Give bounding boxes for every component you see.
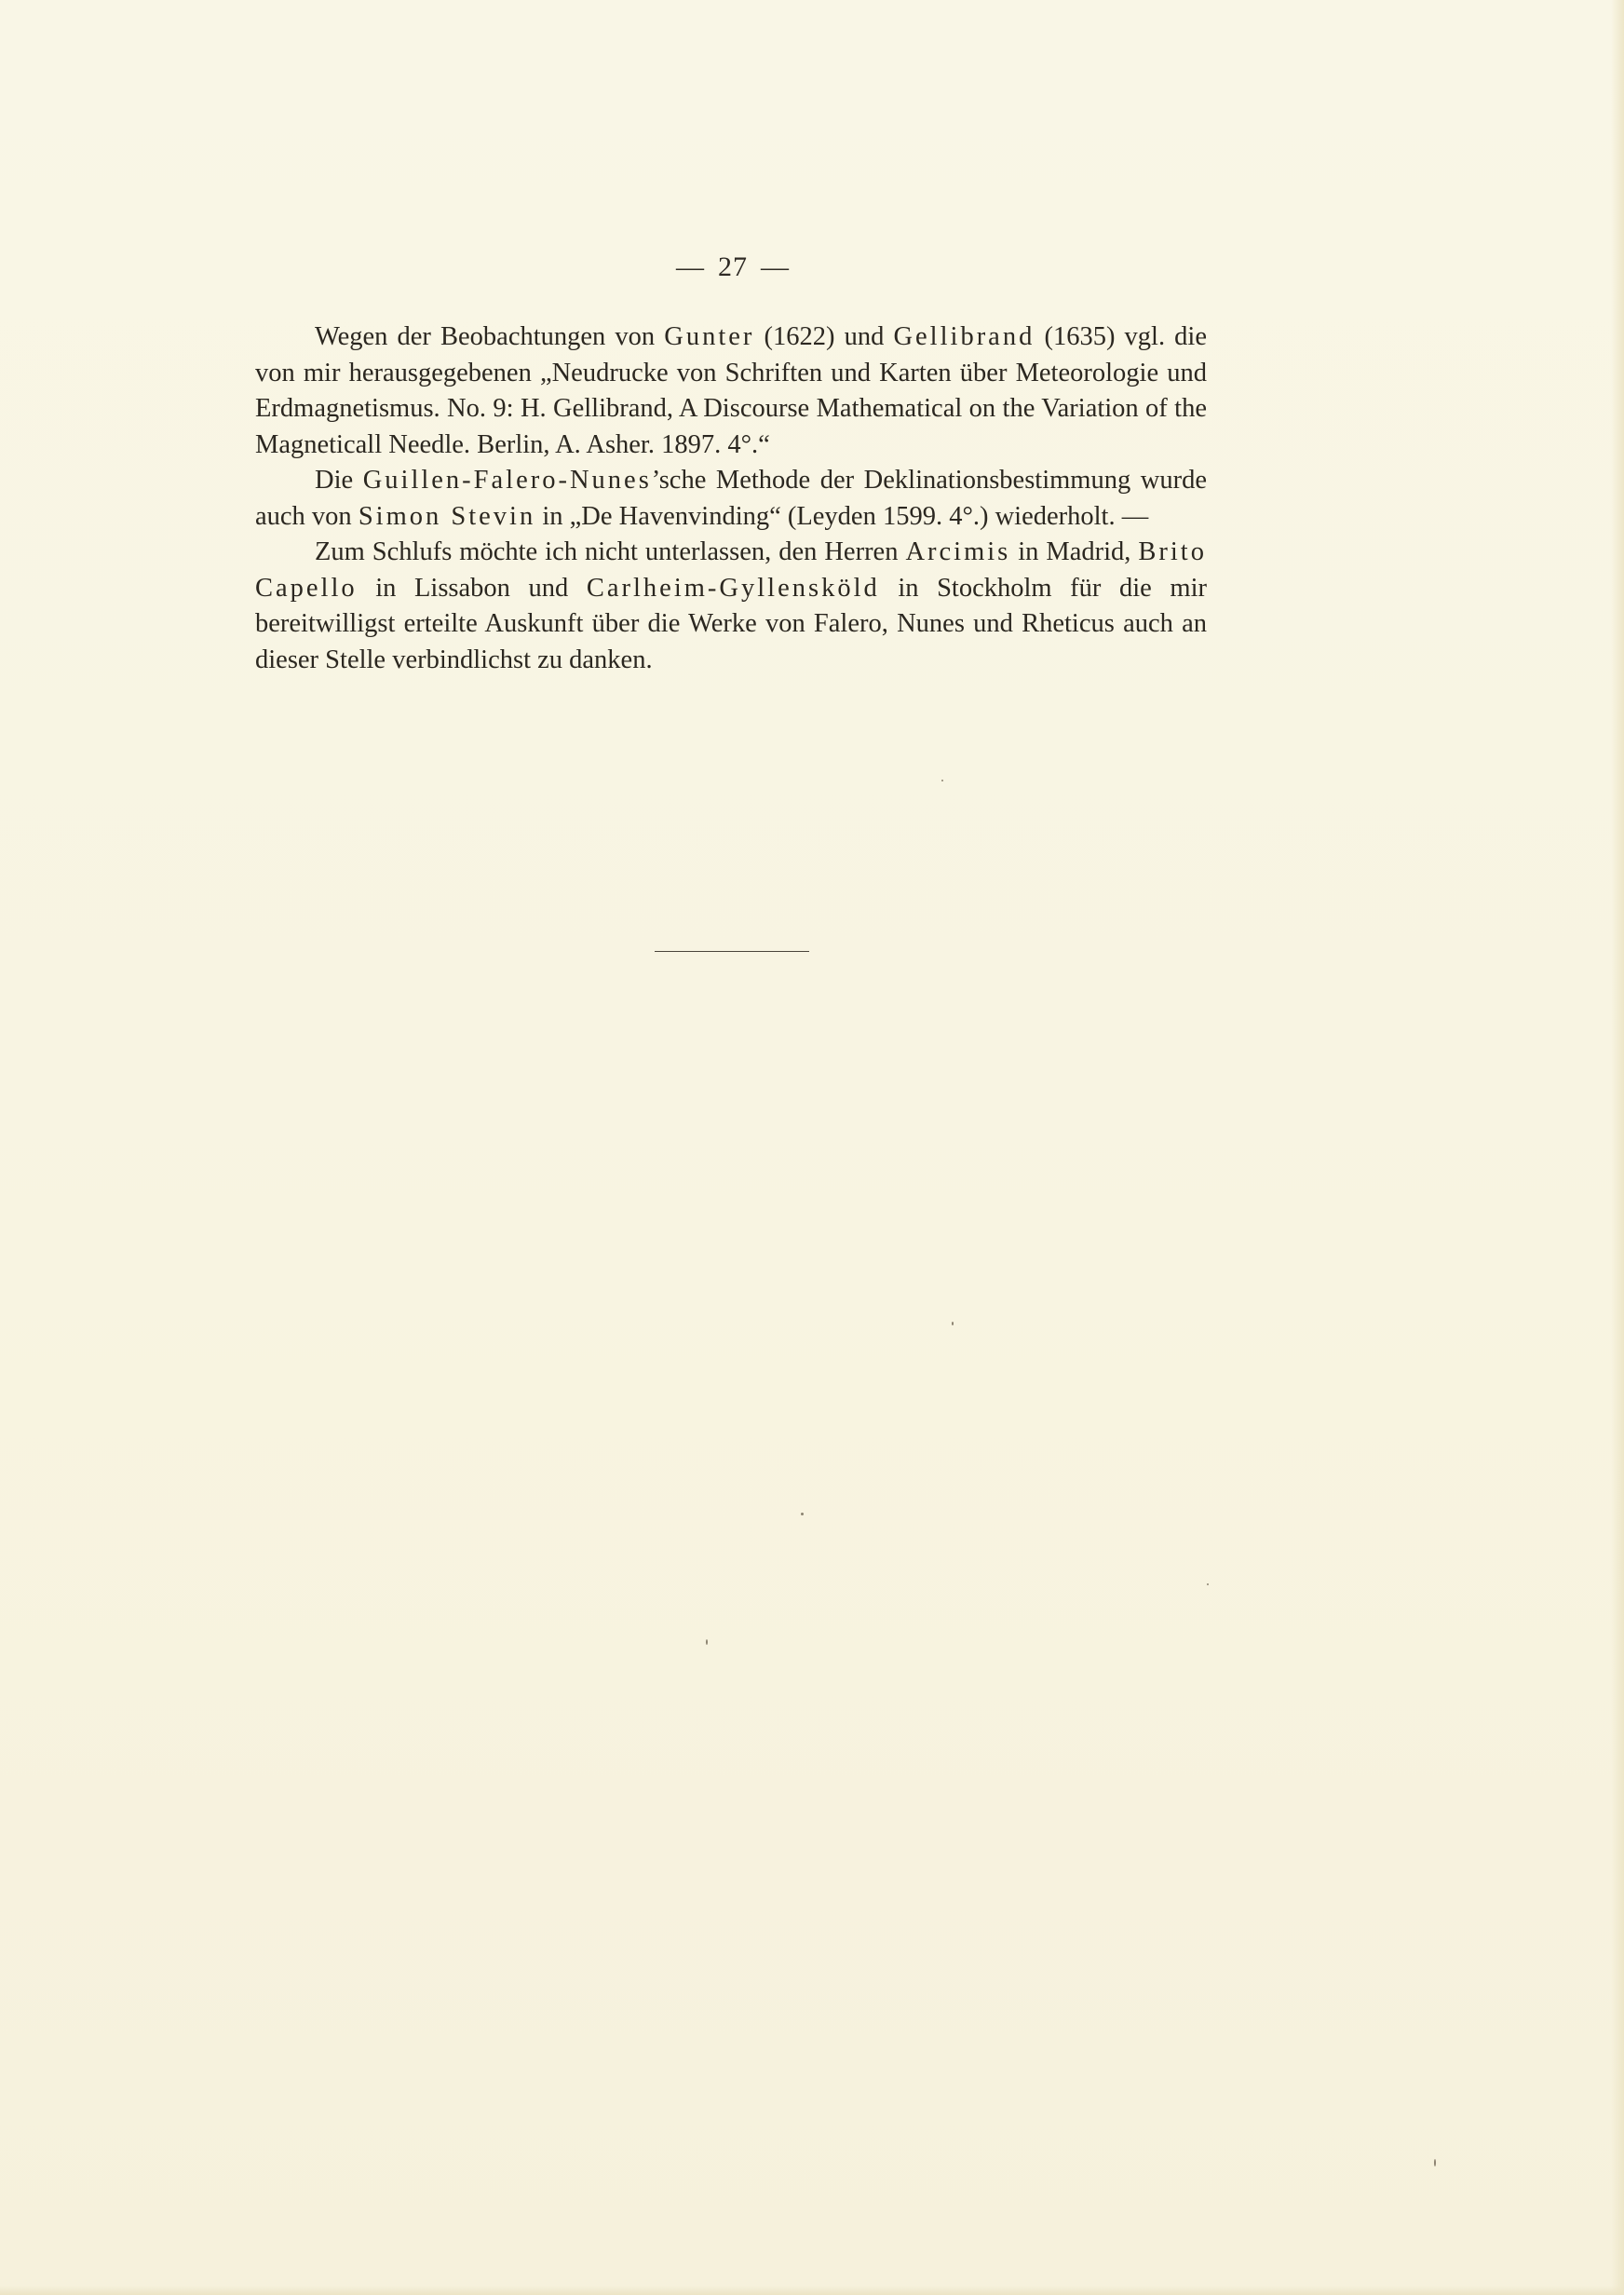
paper-speck: [706, 1639, 708, 1645]
text-run: in Lissabon und: [357, 573, 587, 603]
text-run: Wegen der Beobachtungen von: [315, 322, 665, 351]
page-number-header: [0, 251, 1466, 283]
paper-speck: [941, 780, 943, 781]
spaced-name: Carlheim-Gyllensköld: [586, 573, 880, 603]
spaced-name: Gunter: [664, 322, 755, 351]
paper-speck: [1434, 2159, 1436, 2166]
spaced-name: Brito Capello: [255, 537, 1207, 603]
text-run: in Stockholm für die mir bereitwilligst erteilte Auskunft über die Werke von Falero, Nunes und Rheticus auch an dieser Stelle verbindlichst zu danken.: [255, 573, 1207, 674]
page-number-dash-right: —: [761, 251, 790, 282]
paper-speck: [1207, 1583, 1209, 1585]
spaced-name: Guillen-Falero-Nunes: [362, 466, 652, 495]
page-number: 27: [718, 251, 748, 282]
paragraph: [255, 463, 1207, 535]
text-run: Zum Schlufs möchte ich nicht unterlassen, den Herren: [315, 537, 906, 566]
spaced-name: Simon Stevin: [358, 501, 536, 531]
paragraph: [255, 319, 1207, 463]
paper-speck: [952, 1322, 954, 1325]
text-run: Die: [315, 466, 363, 495]
text-run: ’sche Methode der Deklinationsbestimmung wurde auch von: [255, 466, 1207, 531]
text-run: (1622) und: [754, 322, 894, 351]
end-rule: [655, 951, 809, 952]
text-run: in Madrid,: [1010, 537, 1139, 566]
page-edge-shadow-right: [1611, 0, 1624, 2295]
paper-speck: [801, 1513, 804, 1515]
text-run: (1635) vgl. die von mir herausgegebenen „Neudrucke von Schriften und Karten über Meteorologie und Erdmagnetismus. No. 9: H. Gellibrand, A Discourse Mathematical on the Variation of the Magneticall Needle. Berlin, A. Asher. 1897. 4°.“: [255, 322, 1208, 459]
spaced-name: Arcimis: [905, 537, 1011, 566]
body-text: [255, 319, 1207, 678]
paragraph: [255, 535, 1207, 678]
text-run: in „De Havenvinding“ (Leyden 1599. 4°.) wiederholt. —: [535, 501, 1149, 531]
spaced-name: Gellibrand: [893, 322, 1035, 351]
page-number-dash-left: —: [676, 251, 705, 282]
page-edge-shadow-bottom: [0, 2286, 1624, 2295]
